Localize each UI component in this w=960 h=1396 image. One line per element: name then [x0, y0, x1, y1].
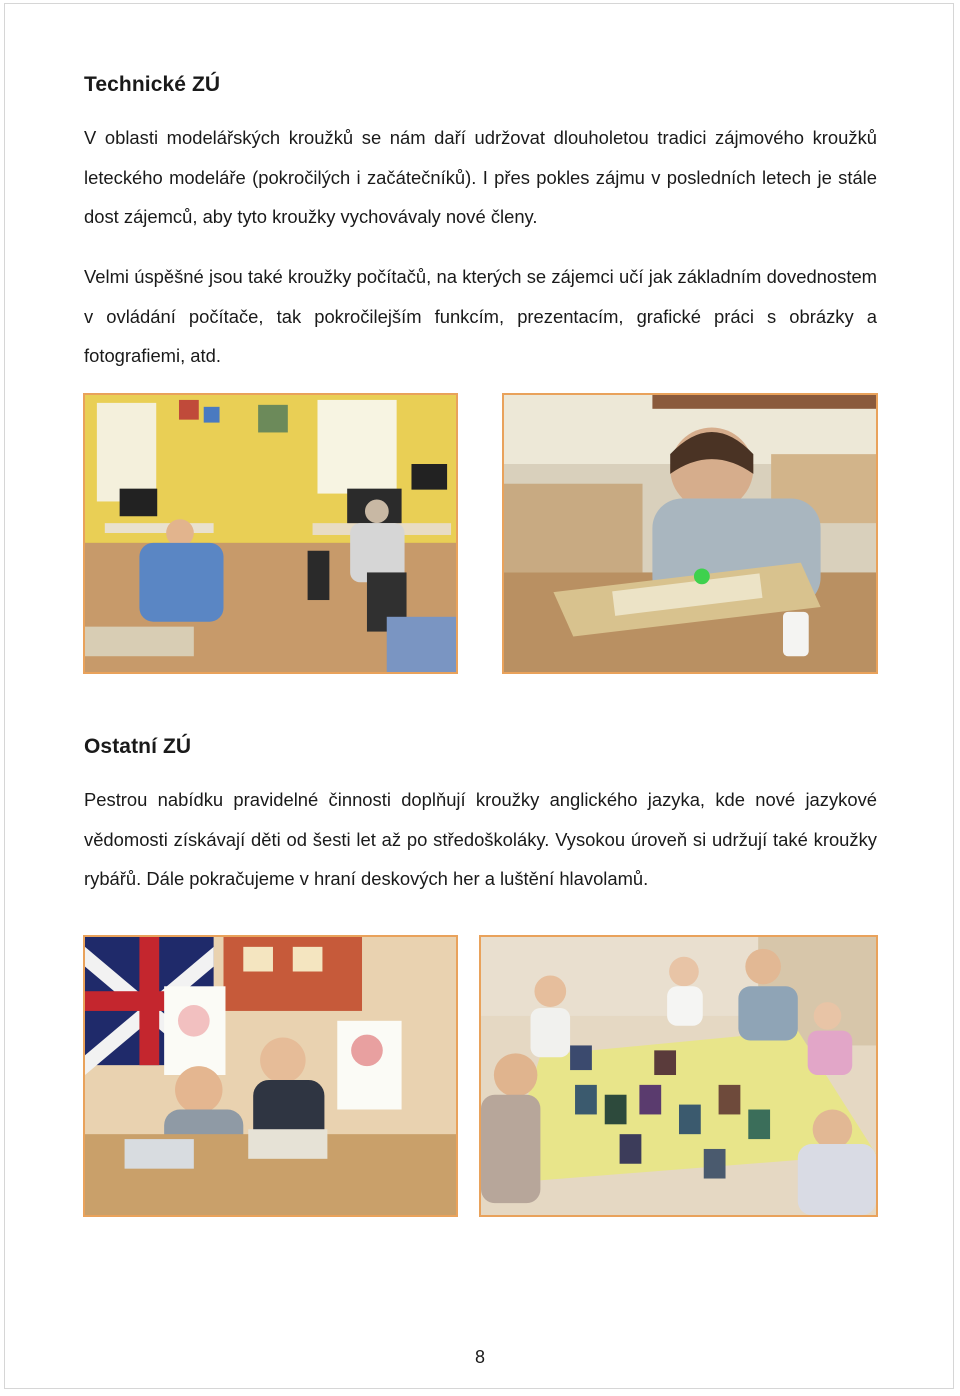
paragraph-computer-clubs: Velmi úspěšné jsou také kroužky počítačů, na kterých se zájemci učí jak základním dovednostem v ovládání počítače, tak pokročilejším funkcím, prezentacím, grafické práci s obrázky a fotografiemi, atd.	[84, 266, 877, 366]
photo-computer-club	[83, 393, 458, 674]
section-heading-other: Ostatní ZÚ	[84, 735, 192, 758]
photo-model-workshop	[502, 393, 878, 674]
paragraph-other-clubs: Pestrou nabídku pravidelné činnosti doplňují kroužky anglického jazyka, kde nové jazykové vědomosti získávají děti od šesti let až po středoškoláky. Vysokou úroveň si udržují také kroužky rybářů. Dále pokračujeme v hraní deskových her a luštění hlavolamů.	[84, 789, 877, 889]
photo-english-club	[83, 935, 458, 1217]
photo-board-games	[479, 935, 878, 1217]
section-heading-technical: Technické ZÚ	[84, 73, 221, 96]
page-number: 8	[474, 1347, 485, 1367]
paragraph-model-clubs: V oblasti modelářských kroužků se nám daří udržovat dlouholetou tradici zájmového kroužků leteckého modeláře (pokročilých i začátečníků). I přes pokles zájmu v posledních letech je stále dost zájemců, aby tyto kroužky vychovávaly nové členy.	[84, 127, 877, 227]
